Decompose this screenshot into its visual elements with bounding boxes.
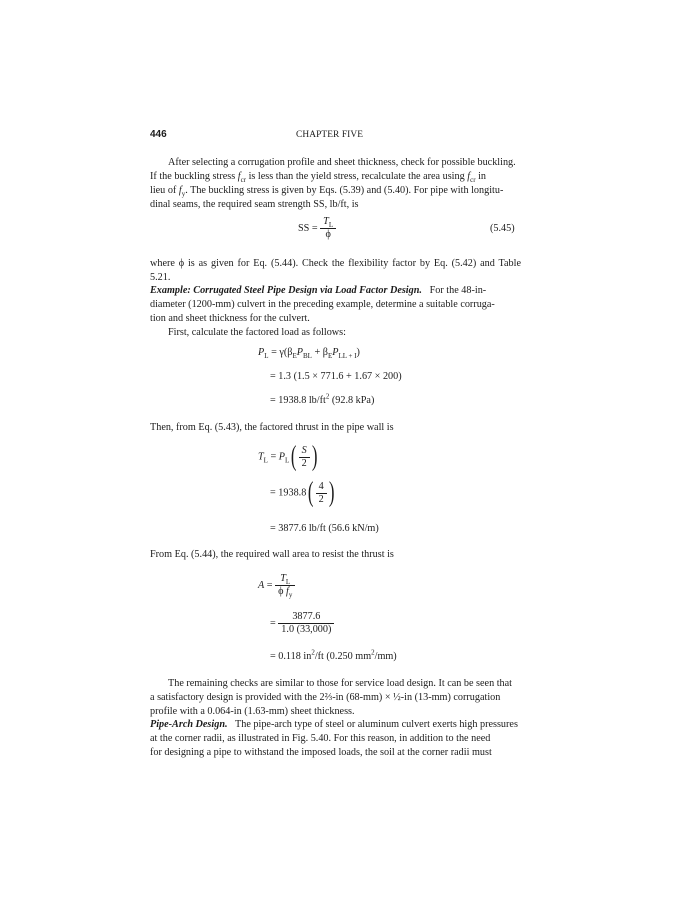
text-line: for designing a pipe to withstand the imposed loads, the soil at the corner radii must (150, 747, 492, 758)
equation-line: = 1938.8 $lb/ft^2$ (92.8 kPa) (270, 392, 375, 406)
text-line: After selecting a corrugation profile and sheet thickness, check for possible buckling. (168, 157, 516, 168)
equation-line: = 0.118 $in^2/ft$ (0.250 $mm^2/mm$) (270, 648, 397, 662)
paragraph-example (150, 284, 521, 340)
equation-factored-load: $P_L = \gamma(\beta_EP_{BL} + \beta_EP_{LL + I})$ (258, 347, 360, 361)
paragraph-remaining-checks (150, 677, 521, 719)
paragraph-area-intro: From Eq. (5.44), the required wall area to resist the thrust is (150, 549, 394, 560)
text-line: a satisfactory design is provided with the 2⅔-in (68-mm) × ½-in (13-mm) corrugation (150, 692, 501, 703)
paragraph-flexibility: where ϕ is as given for Eq. (5.44). Check the flexibility factor by Eq. (5.42) and Table 5.21. (150, 258, 521, 283)
equation-thrust: $T_L = P_L$( $\frac{S}{2}$ ) (258, 441, 318, 472)
running-header: CHAPTER FIVE (296, 130, 364, 140)
text-line: Example: Corrugated Steel Pipe Design via Load Factor Design. For the 48-in- (150, 285, 487, 296)
pipe-arch-heading: Pipe-Arch Design. (150, 719, 228, 730)
text-line: tion and sheet thickness for the culvert. (150, 313, 310, 324)
paragraph-pipe-arch (150, 718, 521, 760)
equation-line: = 3877.6 lb/ft (56.6 kN/m) (270, 523, 379, 534)
text-line: profile with a 0.064-in (1.63-mm) sheet thickness. (150, 706, 355, 717)
text-line: diameter (1200-mm) culvert in the preceding example, determine a suitable corruga- (150, 299, 495, 310)
equation-line: = $\frac{3877.6}{1.0 (33,000)}$ (270, 611, 334, 636)
equation-5-45: SS = $\frac{T_L}{\phi}$ (298, 216, 336, 241)
text-line: dinal seams, the required seam strength SS, lb/ft, is (150, 199, 359, 210)
text-line: lieu of $f_y$. The buckling stress is given by Eqs. (5.39) and (5.40). For pipe with longitu- (150, 185, 504, 199)
equation-line: = 1938.8( $\frac{4}{2}$ ) (270, 477, 335, 508)
example-heading: Example: Corrugated Steel Pipe Design via Load Factor Design. (150, 285, 422, 296)
text-line: at the corner radii, as illustrated in Fig. 5.40. For this reason, in addition to the need (150, 733, 491, 744)
equation-area: A = $\frac{T_L}{\phi f_y}$ (258, 573, 295, 598)
text-line: Pipe-Arch Design. The pipe-arch type of steel or aluminum culvert exerts high pressures (150, 719, 518, 730)
equation-number: (5.45) (490, 223, 515, 234)
page-number: 446 (150, 129, 167, 140)
text-line: If the buckling stress $f_{cr}$ is less than the yield stress, recalculate the area using $f_{cr}$ in (150, 171, 487, 185)
equation-line: = 1.3 (1.5 × 771.6 + 1.67 × 200) (270, 371, 402, 382)
paragraph-buckling (150, 156, 521, 212)
text-line: First, calculate the factored load as follows: (168, 327, 346, 338)
paragraph-thrust-intro: Then, from Eq. (5.43), the factored thrust in the pipe wall is (150, 422, 394, 433)
text-line: The remaining checks are similar to those for service load design. It can be seen that (168, 678, 512, 689)
